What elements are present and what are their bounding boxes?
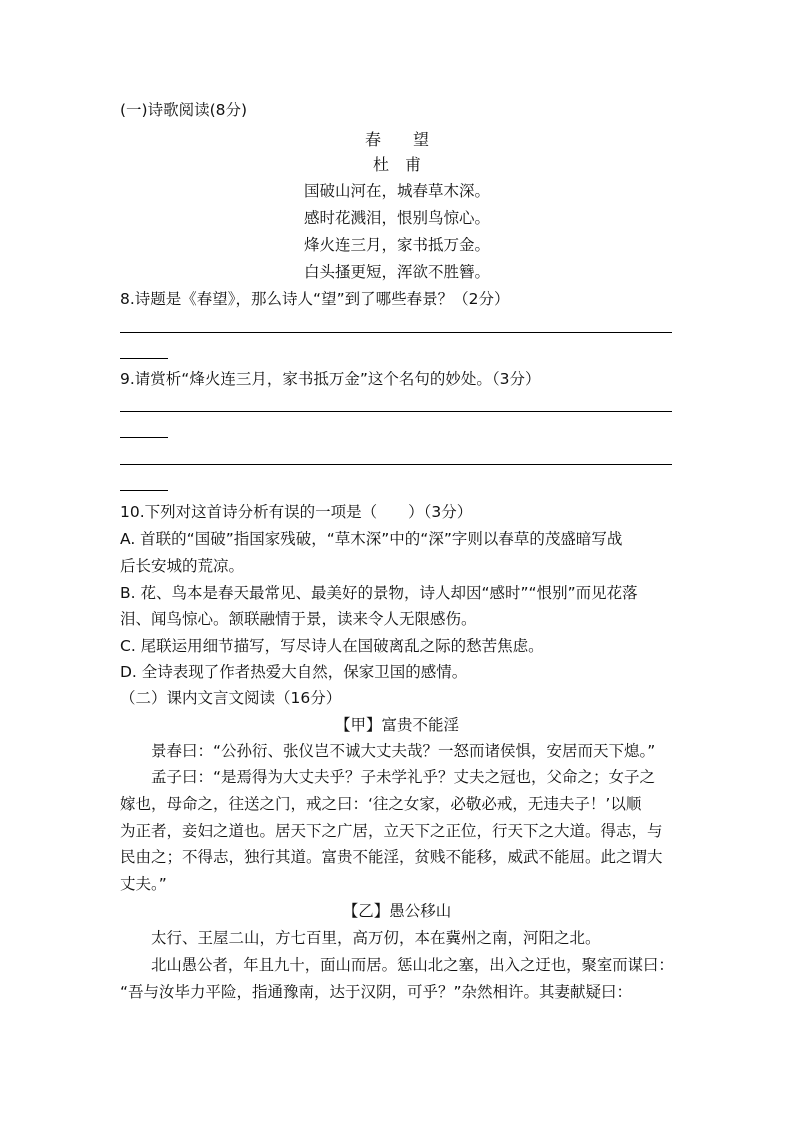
answer-line-q9-2[interactable] bbox=[120, 464, 672, 465]
poem-line: 烽火连三月，家书抵万金。 bbox=[303, 236, 490, 254]
passage-jia-line: 丈夫。” bbox=[120, 875, 167, 893]
option-a: A. 首联的“国破”指国家残破，“草木深”中的“深”字则以春草的茂盛暗写战 bbox=[120, 530, 623, 548]
section-heading-classical: （二）课内文言文阅读（16分） bbox=[120, 689, 342, 707]
passage-jia-line: 景春曰：“公孙衍、张仪岂不诚大丈夫哉？一怒而诸侯惧，安居而天下熄。” bbox=[151, 742, 656, 760]
passage-jia-line: 为正者，妾妇之道也。居天下之广居，立天下之正位，行天下之大道。得志，与 bbox=[120, 822, 663, 840]
passage-yi-line: 太行、王屋二山，方七百里，高万仞，本在冀州之南，河阳之北。 bbox=[151, 929, 601, 947]
passage-yi-line: 北山愚公者，年且九十，面山而居。惩山北之塞，出入之迂也，聚室而谋曰： bbox=[151, 956, 674, 974]
passage-yi-line: “吾与汝毕力平险，指通豫南，达于汉阴，可乎？”杂然相许。其妻献疑曰： bbox=[120, 983, 633, 1001]
passage-jia-line: 民由之；不得志，独行其道。富贵不能淫，贫贱不能移，威武不能屈。此之谓大 bbox=[120, 848, 663, 866]
answer-line-q9-end[interactable] bbox=[120, 437, 168, 438]
passage-yi-title: 【乙】愚公移山 bbox=[342, 902, 452, 920]
option-b-cont: 泪、闻鸟惊心。颔联融情于景，读来令人无限感伤。 bbox=[120, 610, 477, 628]
question-9: 9.请赏析“烽火连三月，家书抵万金”这个名句的妙处。（3分） bbox=[120, 370, 541, 388]
poem-author: 杜 甫 bbox=[372, 155, 421, 174]
question-8: 8.诗题是《春望》，那么诗人“望”到了哪些春景？（2分） bbox=[120, 290, 510, 308]
section-heading-poetry: (一)诗歌阅读(8分) bbox=[120, 101, 248, 119]
poem-line: 国破山河在，城春草木深。 bbox=[303, 182, 490, 200]
passage-jia-line: 孟子曰：“是焉得为大丈夫乎？子未学礼乎？丈夫之冠也，父命之；女子之 bbox=[151, 768, 656, 786]
passage-jia-line: 嫁也，母命之，往送之门，戒之曰：‘往之女家，必敬必戒，无违夫子！’以顺 bbox=[120, 795, 642, 813]
poem-title: 春 望 bbox=[364, 130, 429, 149]
answer-line-q8[interactable] bbox=[120, 332, 672, 333]
question-10: 10.下列对这首诗分析有误的一项是（ ）（3分） bbox=[120, 503, 473, 521]
option-d: D. 全诗表现了作者热爱大自然，保家卫国的感情。 bbox=[120, 663, 468, 681]
answer-line-q9-2-end[interactable] bbox=[120, 490, 168, 491]
option-c: C. 尾联运用细节描写，写尽诗人在国破离乱之际的愁苦焦虑。 bbox=[120, 637, 544, 655]
answer-line-q9[interactable] bbox=[120, 411, 672, 412]
poem-line: 白头搔更短，浑欲不胜簪。 bbox=[303, 263, 490, 281]
answer-line-q8-end[interactable] bbox=[120, 358, 168, 359]
option-a-cont: 后长安城的荒凉。 bbox=[120, 557, 245, 575]
option-b: B. 花、鸟本是春天最常见、最美好的景物，诗人却因“感时”“恨别”而见花落 bbox=[120, 584, 638, 602]
poem-line: 感时花溅泪，恨别鸟惊心。 bbox=[303, 209, 490, 227]
passage-jia-title: 【甲】富贵不能淫 bbox=[334, 716, 459, 734]
